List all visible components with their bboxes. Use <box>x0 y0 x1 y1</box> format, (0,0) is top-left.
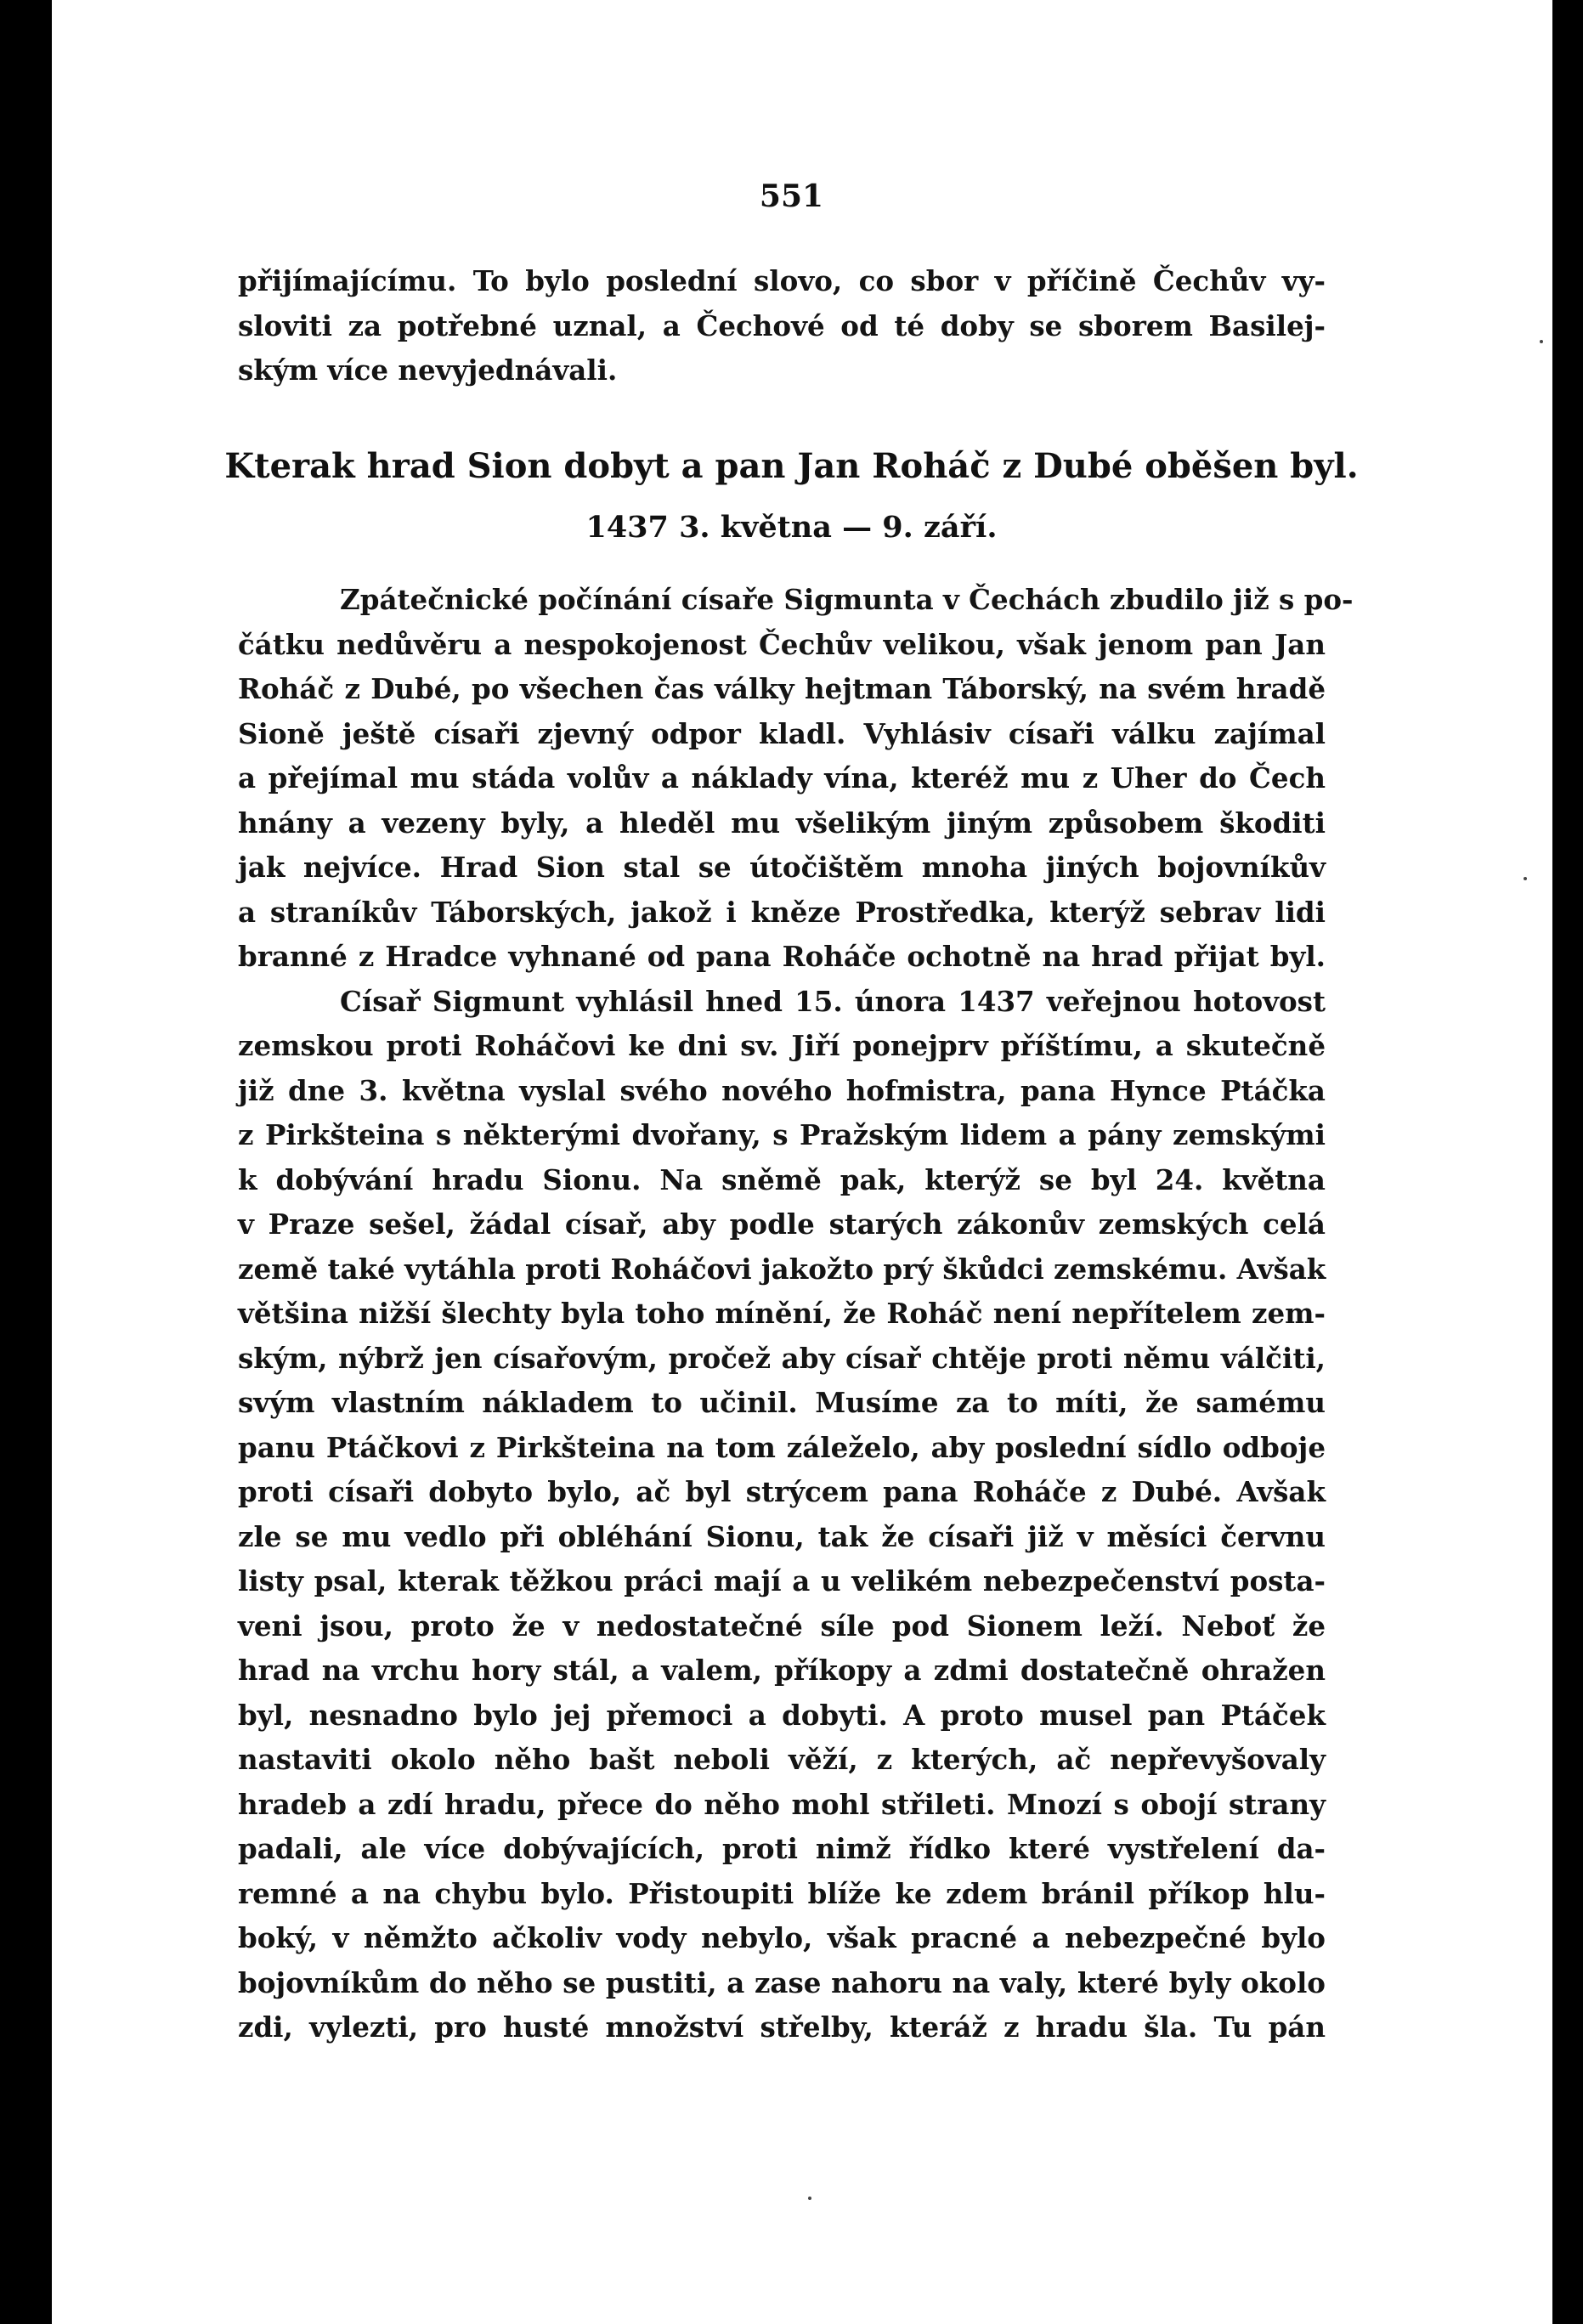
body-line: v Praze sešel, žádal císař, aby podle starých zákonův zemských celá <box>238 1207 1326 1241</box>
body-line: Roháč z Dubé, po všechen čas války hejtman Táborský, na svém hradě <box>238 672 1326 705</box>
page-number: 551 <box>759 178 824 214</box>
body-line: byl, nesnadno bylo jej přemoci a dobyti. A proto musel pan Ptáček <box>238 1698 1326 1732</box>
body-line: svým vlastním nákladem to učinil. Musíme za to míti, že samému <box>238 1386 1326 1419</box>
body-line: jak nejvíce. Hrad Sion stal se útočištěm mnoha jiných bojovníkův <box>238 851 1326 884</box>
body-line: panu Ptáčkovi z Pirkšteina na tom záleželo, aby poslední sídlo odboje <box>238 1430 1326 1464</box>
speck-mark <box>1540 340 1543 343</box>
body-line: bojovníkům do něho se pustiti, a zase nahoru na valy, které byly okolo <box>238 1965 1326 1999</box>
body-line: ským, nýbrž jen císařovým, pročež aby císař chtěje proti němu válčiti, <box>238 1341 1326 1375</box>
body-line: zemskou proti Roháčovi ke dni sv. Jiří ponejprv příštímu, a skutečně <box>238 1029 1326 1062</box>
body-line: Sioně ještě císaři zjevný odpor kladl. Vyhlásiv císaři válku zajímal <box>238 716 1326 750</box>
intro-line: ským více nevyjednávali. <box>238 353 618 387</box>
section-heading: Kterak hrad Sion dobyt a pan Jan Roháč z Dubé oběšen byl. <box>224 446 1359 486</box>
section-dates: 1437 3. května — 9. září. <box>585 510 998 545</box>
body-line: padali, ale více dobývajících, proti nimž řídko které vystřelení da- <box>238 1832 1326 1865</box>
speck-mark <box>1524 877 1527 880</box>
intro-paragraph <box>238 259 1326 393</box>
body-line: z Pirkšteina s některými dvořany, s Pražským lidem a pány zemskými <box>238 1118 1326 1151</box>
body-line: Zpátečnické počínání císaře Sigmunta v Čechách zbudilo již s po- <box>340 583 1354 616</box>
body-line: proti císaři dobyto bylo, ač byl strýcem pana Roháče z Dubé. Avšak <box>238 1475 1326 1508</box>
intro-line: sloviti za potřebné uznal, a Čechové od té doby se sborem Basilej- <box>238 308 1326 342</box>
left-margin-rule <box>48 0 52 2324</box>
body-line: a straníkův Táborských, jakož i kněze Prostředka, kterýž sebrav lidi <box>238 895 1326 929</box>
body-line: zle se mu vedlo při obléhání Sionu, tak že císaři již v měsíci červnu <box>238 1519 1326 1553</box>
body-line: Císař Sigmunt vyhlásil hned 15. února 1437 veřejnou hotovost <box>340 984 1326 1018</box>
body-line: branné z Hradce vyhnané od pana Roháče ochotně na hrad přijat byl. <box>238 940 1326 973</box>
intro-line: přijímajícímu. To bylo poslední slovo, co sbor v příčině Čechův vy- <box>238 264 1326 297</box>
body-line: většina nižší šlechty byla toho mínění, že Roháč není nepřítelem zem- <box>238 1297 1326 1330</box>
body-line: k dobývání hradu Sionu. Na sněmě pak, kterýž se byl 24. května <box>238 1162 1326 1196</box>
body-line: listy psal, kterak těžkou práci mají a u velikém nebezpečenství posta- <box>238 1564 1326 1597</box>
body-line: hradeb a zdí hradu, přece do něho mohl střileti. Mnozí s obojí strany <box>238 1787 1326 1821</box>
body-line: a přejímal mu stáda volův a náklady vína, kteréž mu z Uher do Čech <box>238 761 1326 794</box>
body-line: čátku nedůvěru a nespokojenost Čechův velikou, však jenom pan Jan <box>238 627 1326 661</box>
body-line: nastaviti okolo něho bašt neboli věží, z kterých, ač nepřevyšovaly <box>238 1743 1326 1776</box>
body-line: země také vytáhla proti Roháčovi jakožto prý škůdci zemskému. Avšak <box>238 1252 1326 1286</box>
body-line: veni jsou, proto že v nedostatečné síle pod Sionem leží. Neboť že <box>238 1609 1326 1643</box>
body-line: hrad na vrchu hory stál, a valem, příkopy a zdmi dostatečně ohražen <box>238 1654 1326 1687</box>
body-paragraph <box>238 578 1354 2050</box>
body-line: zdi, vylezti, pro husté množství střelby, kteráž z hradu šla. Tu pán <box>238 2010 1326 2044</box>
body-line: hnány a vezeny byly, a hleděl mu všelikým jiným způsobem škoditi <box>238 806 1326 840</box>
speck-mark <box>808 2197 811 2200</box>
body-line: již dne 3. května vyslal svého nového hofmistra, pana Hynce Ptáčka <box>238 1073 1326 1107</box>
body-line: remné a na chybu bylo. Přistoupiti blíže ke zdem bránil příkop hlu- <box>238 1876 1326 1910</box>
body-line: boký, v němžto ačkoliv vody nebylo, však pracné a nebezpečné bylo <box>238 1921 1326 1954</box>
